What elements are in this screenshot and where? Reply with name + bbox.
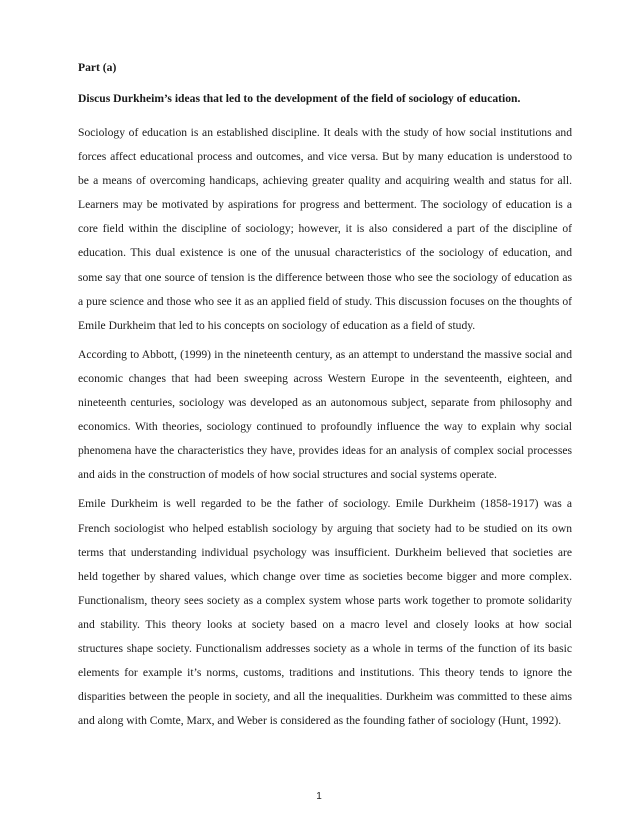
paragraph-abbott: According to Abbott, (1999) in the nineteenth century, as an attempt to understand the massive social and economic changes that had been sweeping across Western Europe in the seventeenth, eighteen, and nineteenth centuries, sociology was developed as an autonomous subject, separate from philosophy and economics. With theories, sociology continued to profoundly influence the way to explain why social phenomena have the characteristics they have, provides ideas for an analysis of complex social processes and aids in the construction of models of how social structures and social systems operate. [78, 347, 572, 482]
document-page [78, 60, 572, 738]
page-number: 1 [316, 791, 322, 802]
paragraph-intro: Sociology of education is an established discipline. It deals with the study of how social institutions and forces affect educational process and outcomes, and vice versa. But by many education is understood to be a means of overcoming handicaps, achieving greater quality and acquiring wealth and status for all. Learners may be motivated by aspirations for progress and betterment. The sociology of education is a core field within the discipline of sociology; however, it is also considered a part of the discipline of education. This dual existence is one of the unusual characteristics of the sociology of education, and some say that one source of tension is the difference between those who see the sociology of education as a pure science and those who see it as an applied field of study. This discussion focuses on the thoughts of Emile Durkheim that led to his concepts on sociology of education as a field of study. [78, 126, 572, 332]
part-label: Part (a) [78, 61, 117, 74]
question-heading: Discus Durkheim’s ideas that led to the development of the field of sociology of education. [78, 92, 521, 105]
paragraph-durkheim: Emile Durkheim is well regarded to be the father of sociology. Emile Durkheim (1858-1917) was a French sociologist who helped establish sociology by arguing that society had to be studied on its own terms that understanding individual psychology was insufficient. Durkheim believed that societies are held together by shared values, which change over time as societies become bigger and more complex. Functionalism, theory sees society as a complex system whose parts work together to promote solidarity and stability. This theory looks at society based on a macro level and closely looks at how social structures shape society. Functionalism addresses society as a whole in terms of the function of its basic elements for example it’s norms, customs, traditions and institutions. This theory tends to ignore the disparities between the people in society, and all the inequalities. Durkheim was committed to these aims and along with Comte, Marx, and Weber is considered as the founding father of sociology (Hunt, 1992). [78, 497, 572, 728]
